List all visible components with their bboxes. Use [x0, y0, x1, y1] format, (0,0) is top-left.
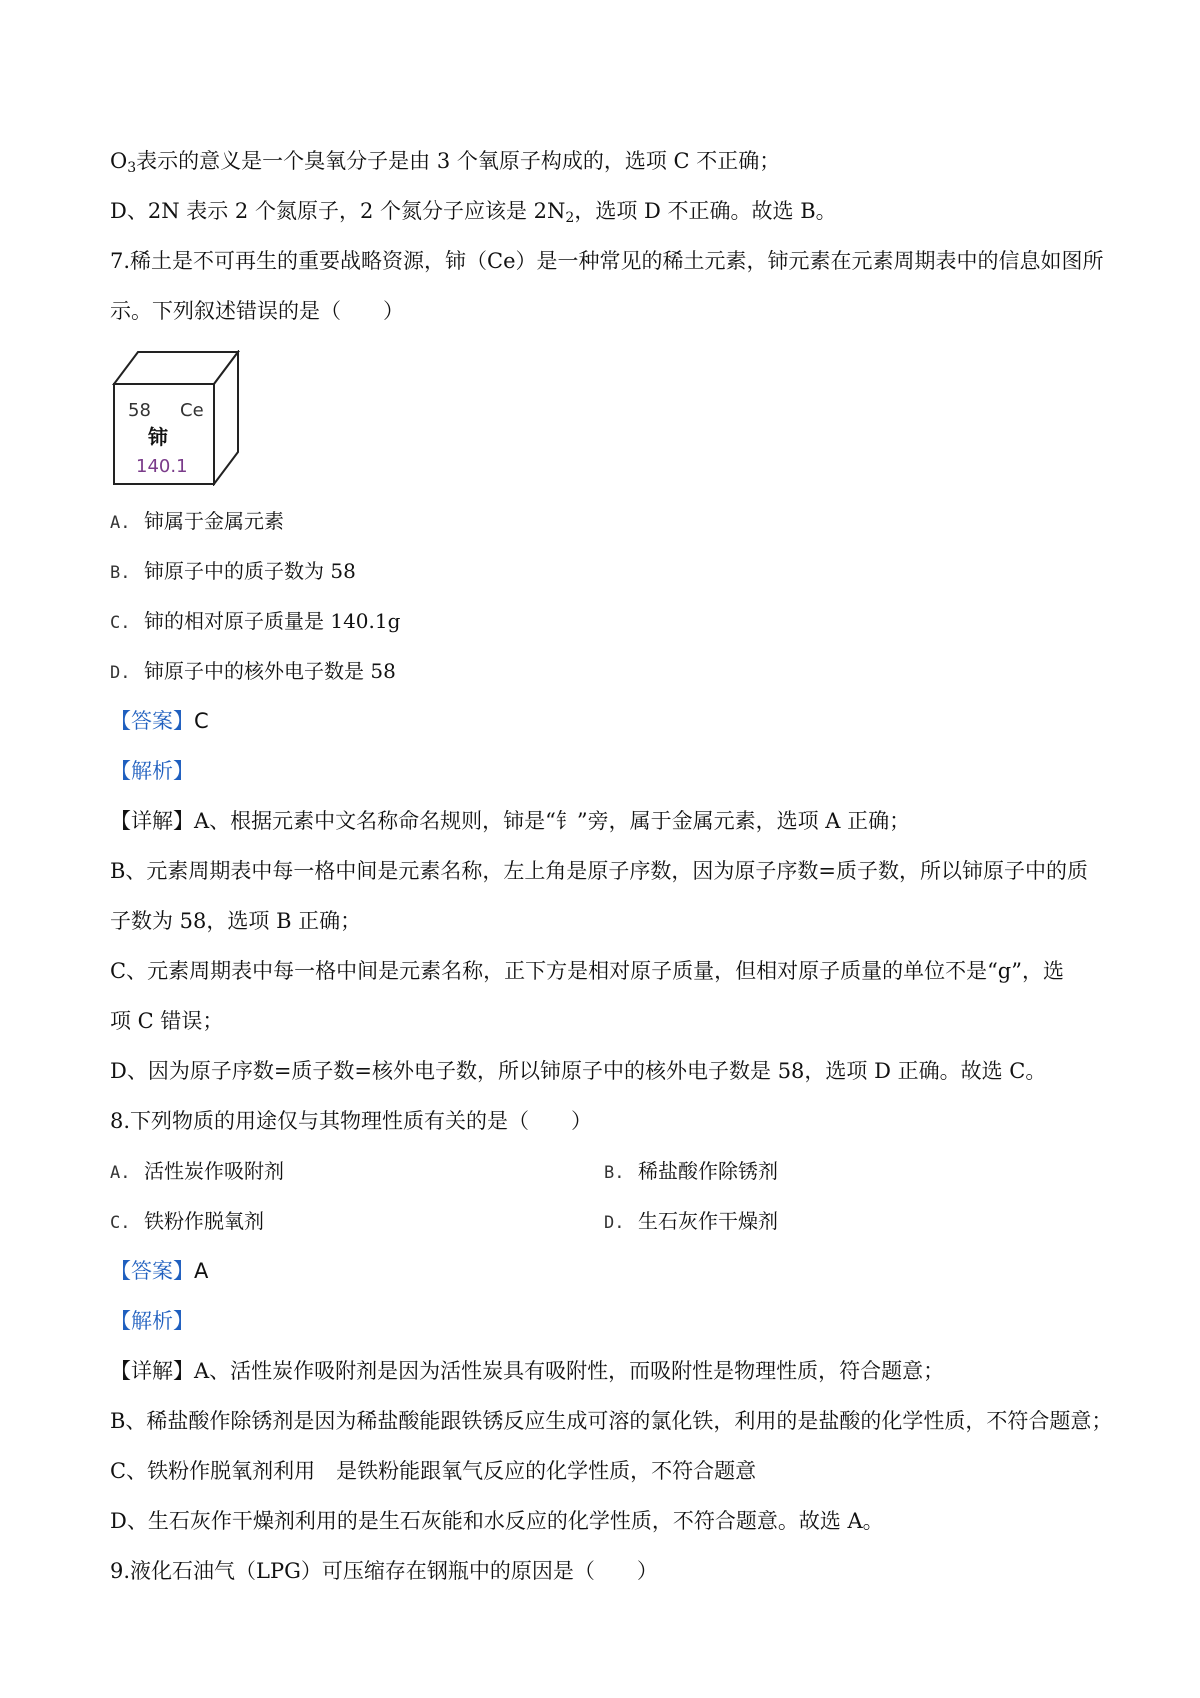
answer-label: 【答案】 [110, 709, 194, 733]
analysis-label: 【解析】 [110, 759, 194, 783]
option-letter: B. [604, 1163, 625, 1183]
answer-label: 【答案】 [110, 1259, 194, 1283]
q7-option-a [110, 506, 284, 538]
cerium-element-cube [112, 350, 262, 486]
option-text: 铈原子中的核外电子数是 58 [144, 659, 396, 683]
answer-value: C [194, 709, 209, 733]
n2-subscript: 2 [565, 210, 575, 226]
option-text: 生石灰作干燥剂 [638, 1209, 778, 1233]
option-text: 铈属于金属元素 [144, 509, 284, 533]
q7-detail-c1: C、元素周期表中每一格中间是元素名称，正下方是相对原子质量，但相对原子质量的单位不是“g”，选 [110, 959, 1064, 983]
q9-stem: 9.液化石油气（LPG）可压缩存在钢瓶中的原因是（ ） [110, 1559, 658, 1583]
option-letter: A. [110, 513, 131, 533]
q7-detail-b2: 子数为 58，选项 B 正确； [110, 909, 362, 933]
option-letter: B. [110, 563, 131, 583]
option-text: 活性炭作吸附剂 [144, 1159, 284, 1183]
q8-option-a [110, 1156, 284, 1188]
element-symbol: Ce [180, 400, 204, 421]
q8-detail-d: D、生石灰作干燥剂利用的是生石灰能和水反应的化学性质，不符合题意。故选 A。 [110, 1509, 884, 1533]
q7-stem-line2: 示。下列叙述错误的是（ ） [110, 299, 404, 323]
q6-explanation-d [110, 196, 837, 226]
q8-option-b [604, 1156, 778, 1188]
option-letter: C. [110, 1213, 131, 1233]
q7-stem-line1: 7.稀土是不可再生的重要战略资源，铈（Ce）是一种常见的稀土元素，铈元素在元素周期表中的信息如图所 [110, 249, 1104, 273]
o3-subscript: 3 [127, 160, 137, 176]
q7-detail-c2: 项 C 错误； [110, 1009, 224, 1033]
q8-analysis-label [110, 1306, 194, 1336]
o3-formula: O [110, 149, 128, 173]
element-name: 铈 [148, 425, 168, 449]
option-text: 铁粉作脱氧剂 [144, 1209, 264, 1233]
q8-detail-a [110, 1356, 944, 1386]
n2-text: D、2N 表示 2 个氮原子，2 个氮分子应该是 2N [110, 199, 566, 223]
q8-detail-b: B、稀盐酸作除锈剂是因为稀盐酸能跟铁锈反应生成可溶的氯化铁，利用的是盐酸的化学性质，不符合题意； [110, 1409, 1113, 1433]
analysis-label: 【解析】 [110, 1309, 194, 1333]
option-letter: A. [110, 1163, 131, 1183]
detail-label: 【详解】 [110, 809, 194, 833]
element-atomic-number: 58 [128, 400, 151, 421]
option-text: 铈原子中的质子数为 58 [144, 559, 356, 583]
q8-detail-c: C、铁粉作脱氧剂利用 是铁粉能跟氧气反应的化学性质，不符合题意 [110, 1459, 757, 1483]
n2-explanation-text: ，选项 D 不正确。故选 B。 [574, 199, 837, 223]
element-atomic-mass: 140.1 [136, 456, 188, 477]
q7-detail-d: D、因为原子序数=质子数=核外电子数，所以铈原子中的核外电子数是 58，选项 D 正确。故选 C。 [110, 1059, 1047, 1083]
q8-stem: 8.下列物质的用途仅与其物理性质有关的是（ ） [110, 1109, 593, 1133]
q7-answer [110, 706, 209, 736]
q7-analysis-label [110, 756, 194, 786]
option-text: 铈的相对原子质量是 140.1g [144, 609, 401, 633]
q8-answer [110, 1256, 208, 1286]
q7-detail-a [110, 806, 910, 836]
option-letter: D. [110, 663, 131, 683]
q7-detail-b1: B、元素周期表中每一格中间是元素名称，左上角是原子序数，因为原子序数=质子数，所以铈原子中的质 [110, 859, 1089, 883]
option-letter: C. [110, 613, 131, 633]
detail-label: 【详解】 [110, 1359, 194, 1383]
q6-explanation-o3 [110, 146, 780, 176]
option-letter: D. [604, 1213, 625, 1233]
o3-explanation-text: 表示的意义是一个臭氧分子是由 3 个氧原子构成的，选项 C 不正确； [136, 149, 781, 173]
detail-text: A、根据元素中文名称命名规则，铈是“钅”旁，属于金属元素，选项 A 正确； [194, 809, 911, 833]
answer-value: A [194, 1259, 209, 1283]
q8-option-c [110, 1206, 264, 1238]
q7-option-b [110, 556, 356, 588]
option-text: 稀盐酸作除锈剂 [638, 1159, 778, 1183]
detail-text: A、活性炭作吸附剂是因为活性炭具有吸附性，而吸附性是物理性质，符合题意； [194, 1359, 945, 1383]
q7-option-c [110, 606, 400, 638]
q8-option-d [604, 1206, 778, 1238]
q7-option-d [110, 656, 396, 688]
